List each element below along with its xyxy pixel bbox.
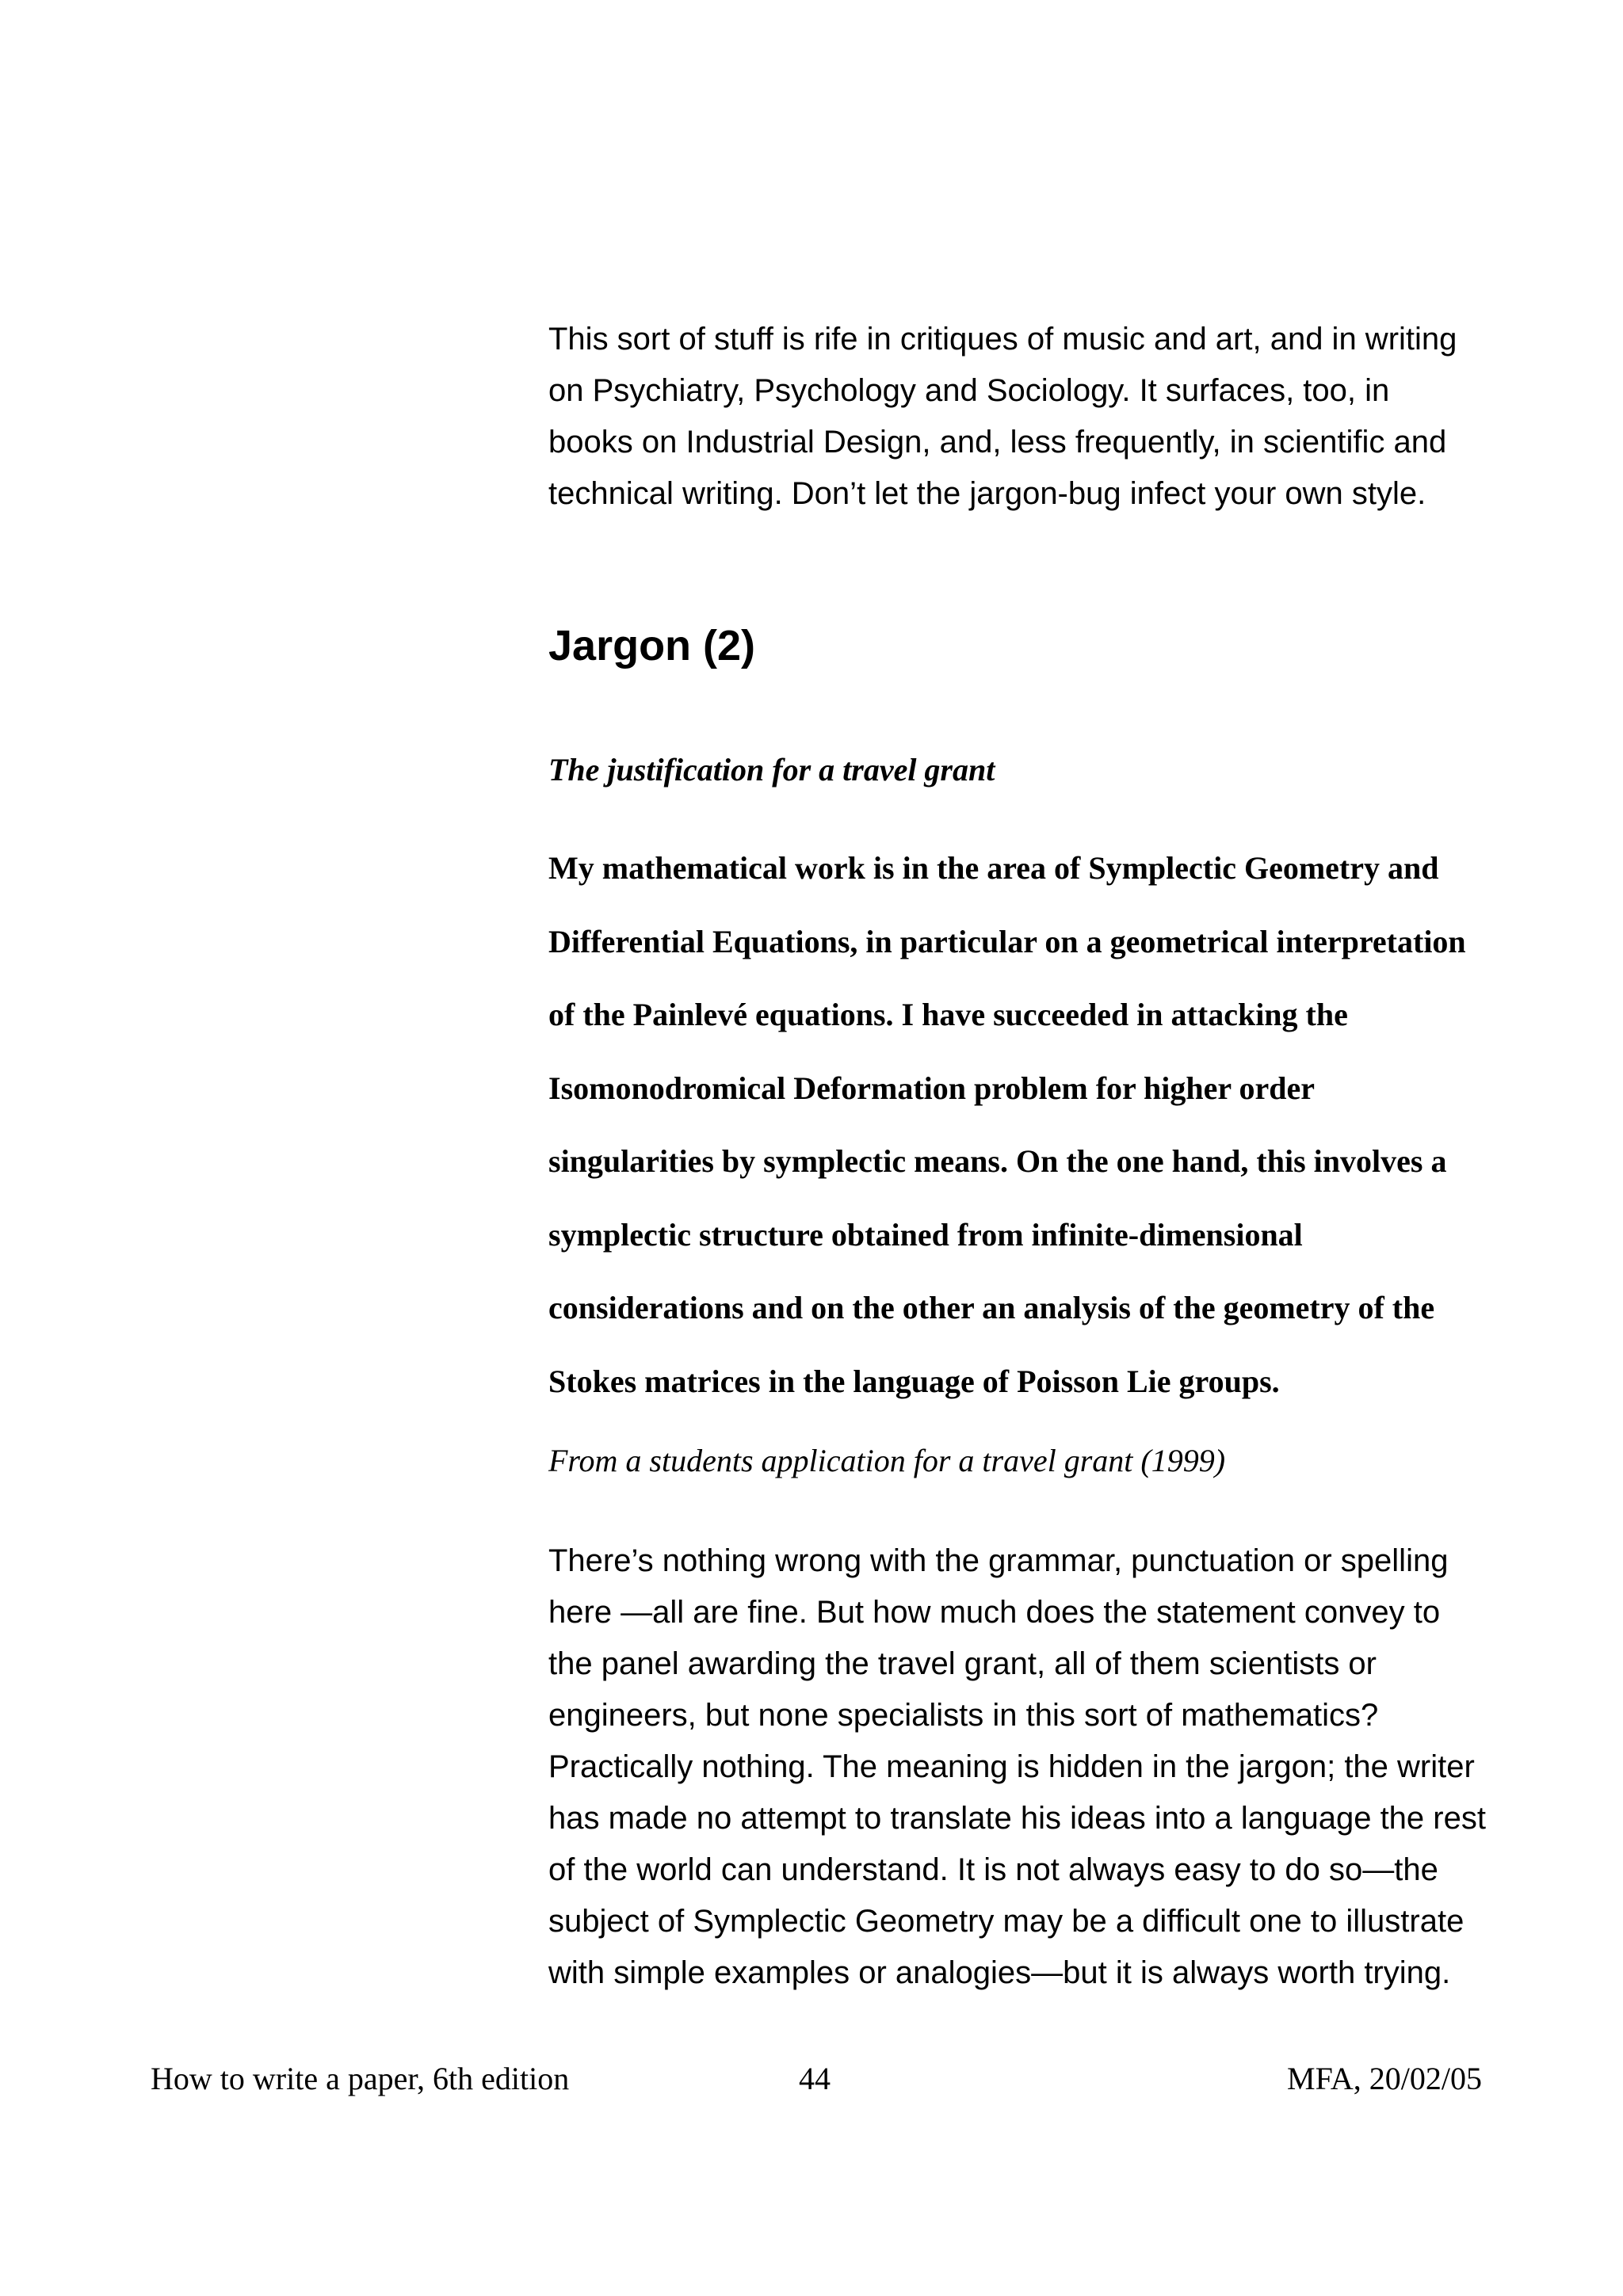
quote-line: of the Painlevé equations. I have succeeded in attacking the: [548, 997, 1348, 1032]
quote-line: Differential Equations, in particular on a geometrical interpretation: [548, 923, 1466, 959]
commentary-line: of the world can understand. It is not always easy to do so—the: [548, 1852, 1438, 1887]
quote-line: Isomonodromical Deformation problem for higher order: [548, 1070, 1315, 1106]
commentary-line: the panel awarding the travel grant, all of them scientists or: [548, 1646, 1377, 1681]
quoted-application: [548, 832, 1531, 1418]
footer-author-date: MFA, 20/02/05: [1287, 2061, 1482, 2096]
commentary-line: here —all are fine. But how much does the statement convey to: [548, 1595, 1441, 1630]
quote-line: symplectic structure obtained from infinite-dimensional: [548, 1216, 1303, 1253]
quote-line: singularities by symplectic means. On the one hand, this involves a: [548, 1143, 1447, 1179]
commentary-line: There’s nothing wrong with the grammar, punctuation or spelling: [548, 1543, 1449, 1578]
quote-line: considerations and on the other an analysis of the geometry of the: [548, 1290, 1435, 1325]
quote-subtitle: The justification for a travel grant: [548, 752, 995, 788]
commentary-line: with simple examples or analogies—but it is always worth trying.: [548, 1955, 1451, 1990]
intro-line: books on Industrial Design, and, less frequently, in scientific and: [548, 425, 1447, 460]
intro-line: on Psychiatry, Psychology and Sociology. It surfaces, too, in: [548, 373, 1390, 408]
commentary-paragraph: [548, 1535, 1531, 1999]
intro-paragraph: [548, 314, 1531, 520]
commentary-line: has made no attempt to translate his ideas into a language the rest: [548, 1801, 1486, 1836]
page-footer: [151, 2055, 1482, 2103]
commentary-line: Practically nothing. The meaning is hidden in the jargon; the writer: [548, 1749, 1475, 1784]
quote-attribution: From a students application for a travel grant (1999): [548, 1443, 1226, 1478]
intro-line: technical writing. Don’t let the jargon-bug infect your own style.: [548, 476, 1426, 511]
commentary-line: subject of Symplectic Geometry may be a difficult one to illustrate: [548, 1904, 1465, 1939]
quote-line: My mathematical work is in the area of Symplectic Geometry and: [548, 850, 1439, 886]
page-number: 44: [799, 2061, 831, 2096]
quote-line: Stokes matrices in the language of Poisson Lie groups.: [548, 1363, 1280, 1399]
commentary-line: engineers, but none specialists in this sort of mathematics?: [548, 1698, 1379, 1733]
footer-book-title: How to write a paper, 6th edition: [151, 2061, 570, 2096]
intro-line: This sort of stuff is rife in critiques of music and art, and in writing: [548, 322, 1457, 357]
section-heading: Jargon (2): [548, 622, 756, 669]
